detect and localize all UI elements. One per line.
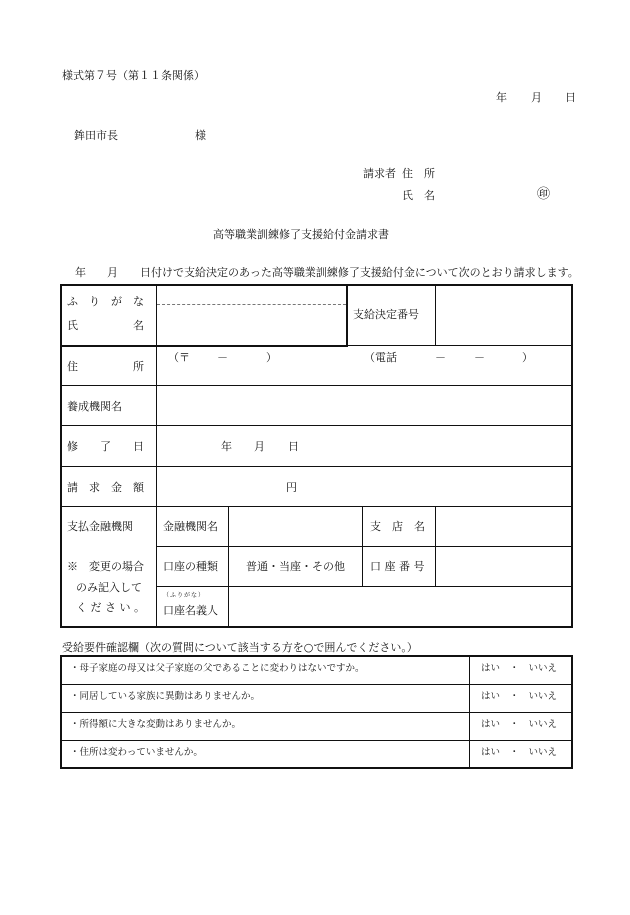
date-month: 月 <box>531 91 542 104</box>
account-holder-label: 口座名義人 <box>163 604 218 617</box>
institution-field[interactable] <box>158 387 570 424</box>
phone-close: ） <box>522 351 533 364</box>
decision-number-label: 支給決定番号 <box>353 308 419 321</box>
answer-1[interactable]: はい ・ いいえ <box>481 663 558 674</box>
name-label: 氏 名 <box>67 319 144 332</box>
account-type-options[interactable]: 普通・当座・その他 <box>246 560 345 573</box>
branch-field[interactable] <box>437 508 570 545</box>
phone-open: （電話 <box>364 351 397 364</box>
name-field[interactable] <box>158 306 344 344</box>
address-label: 住 所 <box>67 360 144 373</box>
claimant-address-label: 住 所 <box>402 167 435 180</box>
completion-date-label: 修 了 日 <box>67 440 144 453</box>
phone-dash-1: － <box>435 351 446 364</box>
postal-close: ） <box>266 351 277 364</box>
branch-label: 支 店 名 <box>370 520 425 533</box>
account-number-label: 口 座 番 号 <box>370 560 425 573</box>
intro-year: 年 <box>75 266 86 279</box>
postal-dash: － <box>217 351 228 364</box>
phone-dash-2: － <box>474 351 485 364</box>
date-year: 年 <box>496 91 507 104</box>
postal-mark: （〒 <box>168 351 190 364</box>
claimant-name-label: 氏 名 <box>402 189 435 202</box>
bank-name-label: 金融機関名 <box>163 520 218 533</box>
addressee: 鉾田市長 <box>74 129 118 142</box>
question-2: ・同居している家族に異動はありませんか。 <box>70 691 261 702</box>
question-3: ・所得額に大きな変動はありませんか。 <box>70 719 242 730</box>
amount-unit: 円 <box>286 481 297 494</box>
document-title: 高等職業訓練修了支援給付金請求書 <box>213 228 389 241</box>
change-note-line-1: ※ 変更の場合 <box>67 560 144 573</box>
completion-day: 日 <box>288 440 299 453</box>
bank-name-field[interactable] <box>230 508 361 545</box>
answer-4[interactable]: はい ・ いいえ <box>481 747 558 758</box>
amount-label: 請 求 金 額 <box>67 481 144 494</box>
institution-label: 養成機関名 <box>67 400 122 413</box>
addressee-honorific: 様 <box>195 129 206 142</box>
requirements-heading: 受給要件確認欄（次の質問について該当する方を○で囲んでください。） <box>62 641 418 654</box>
furigana-label: ふ り が な <box>67 295 144 308</box>
form-number: 様式第７号（第１１条関係） <box>62 69 205 82</box>
bank-label: 支払金融機関 <box>67 520 133 533</box>
answer-3[interactable]: はい ・ いいえ <box>481 719 558 730</box>
question-1: ・母子家庭の母又は父子家庭の父であることに変わりはないですか。 <box>70 663 365 674</box>
answer-2[interactable]: はい ・ いいえ <box>481 691 558 702</box>
account-number-field[interactable] <box>437 548 570 585</box>
claimant-label: 請求者 <box>363 167 396 180</box>
question-4: ・住所は変わっていませんか。 <box>70 747 203 758</box>
account-type-label: 口座の種類 <box>163 560 218 573</box>
amount-field[interactable] <box>158 468 283 505</box>
decision-number-field[interactable] <box>437 286 570 344</box>
completion-month: 月 <box>254 440 265 453</box>
change-note-line-3: く だ さ い 。 <box>76 601 145 614</box>
holder-furigana-label: （ふりがな） <box>163 592 206 599</box>
completion-year: 年 <box>221 440 232 453</box>
change-note-line-2: のみ記入して <box>76 581 142 594</box>
account-holder-field[interactable] <box>230 588 570 625</box>
seal-mark: ㊞ <box>537 187 551 202</box>
date-day: 日 <box>565 91 576 104</box>
address-field[interactable] <box>158 366 570 384</box>
intro-text: 日付けで支給決定のあった高等職業訓練修了支援給付金について次のとおり請求します。 <box>140 266 579 279</box>
intro-month: 月 <box>107 266 118 279</box>
